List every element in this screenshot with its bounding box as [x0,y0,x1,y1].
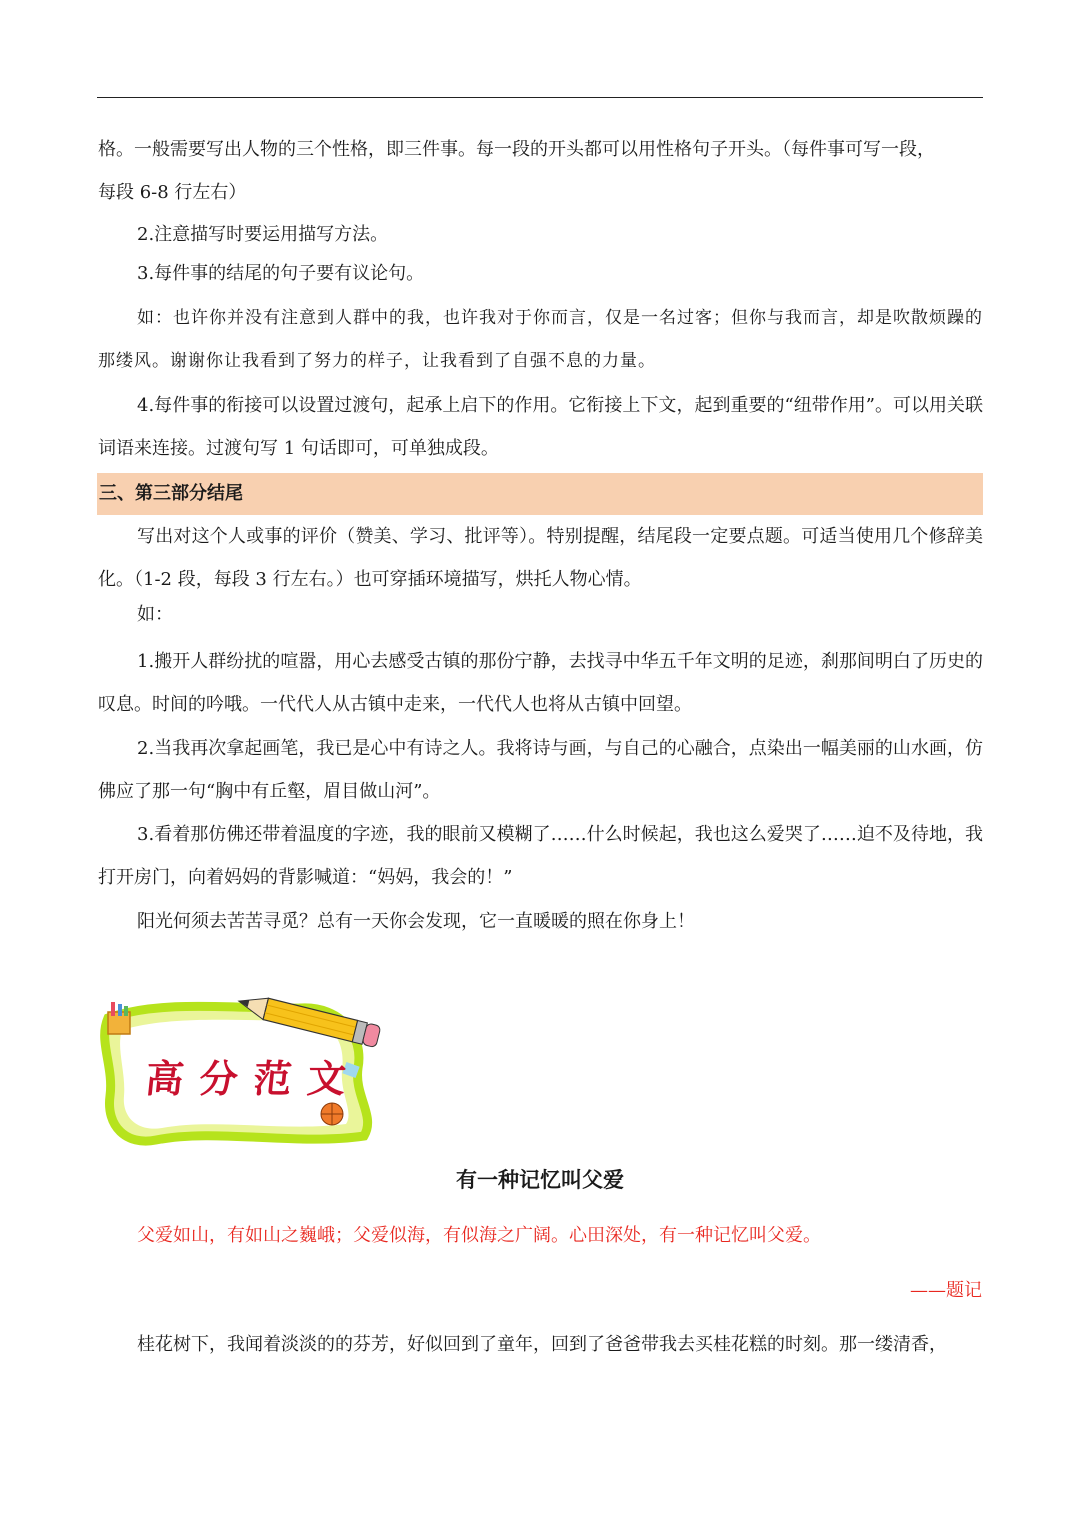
example-4: 阳光何须去苦苦寻觅？总有一天你会发现，它一直暖暖的照在你身上！ [137,911,695,932]
line-1: 格。一般需要写出人物的三个性格，即三件事。每一段的开头都可以用性格句子开头。（每件事可写一段， [98,139,935,160]
ru-label: 如： [137,604,173,625]
epigraph: 父爱如山，有如山之巍峨；父爱似海，有似海之广阔。心田深处，有一种记忆叫父爱。 [137,1225,821,1246]
line-2: 每段 6-8 行左右） [98,182,247,203]
banner-title: 高分范文 [143,1056,365,1101]
example-1: 1.搬开人群纷扰的喧嚣，用心去感受古镇的那份宁静，去找寻中华五千年文明的足迹，刹那间明白了历史的叹息。时间的吟哦。一代代人从古镇中走来，一代代人也将从古镇中回望。 [98,651,983,715]
section3-intro: 写出对这个人或事的评价（赞美、学习、批评等）。特别提醒，结尾段一定要点题。可适当使用几个修辞美化。（1-2 段，每段 3 行左右。）也可穿插环境描写，烘托人物心情。 [98,526,983,590]
point-4: 4.每件事的衔接可以设置过渡句，起承上启下的作用。它衔接上下文，起到重要的“纽带作用”。可以用关联词语来连接。过渡句写 1 句话即可，可单独成段。 [98,395,983,459]
example-3: 3.看着那仿佛还带着温度的字迹，我的眼前又模糊了……什么时候起，我也这么爱哭了……迫不及待地，我打开房门，向着妈妈的背影喊道：“妈妈，我会的！” [98,824,983,888]
example-2: 2.当我再次拿起画笔，我已是心中有诗之人。我将诗与画，与自己的心融合，点染出一幅美丽的山水画，仿佛应了那一句“胸中有丘壑，眉目做山河”。 [98,738,983,802]
header-rule [97,97,983,98]
paragraph-continuation [98,128,983,214]
essay-first-line: 桂花树下，我闻着淡淡的的芬芳，好似回到了童年，回到了爸爸带我去买桂花糕的时刻。那一缕清香， [137,1334,947,1355]
section-heading-text: 三、第三部分结尾 [99,483,243,504]
section-heading [97,473,983,515]
epigraph-attribution: ——题记 [910,1280,982,1301]
point-2: 2.注意描写时要运用描写方法。 [137,224,389,245]
example-quote: 如：也许你并没有注意到人群中的我，也许我对于你而言，仅是一名过客；但你与我而言，却是吹散烦躁的那缕风。谢谢你让我看到了努力的样子，让我看到了自强不息的力量。 [98,308,983,371]
point-3: 3.每件事的结尾的句子要有议论句。 [137,263,425,284]
essay-title: 有一种记忆叫父爱 [456,1167,624,1192]
